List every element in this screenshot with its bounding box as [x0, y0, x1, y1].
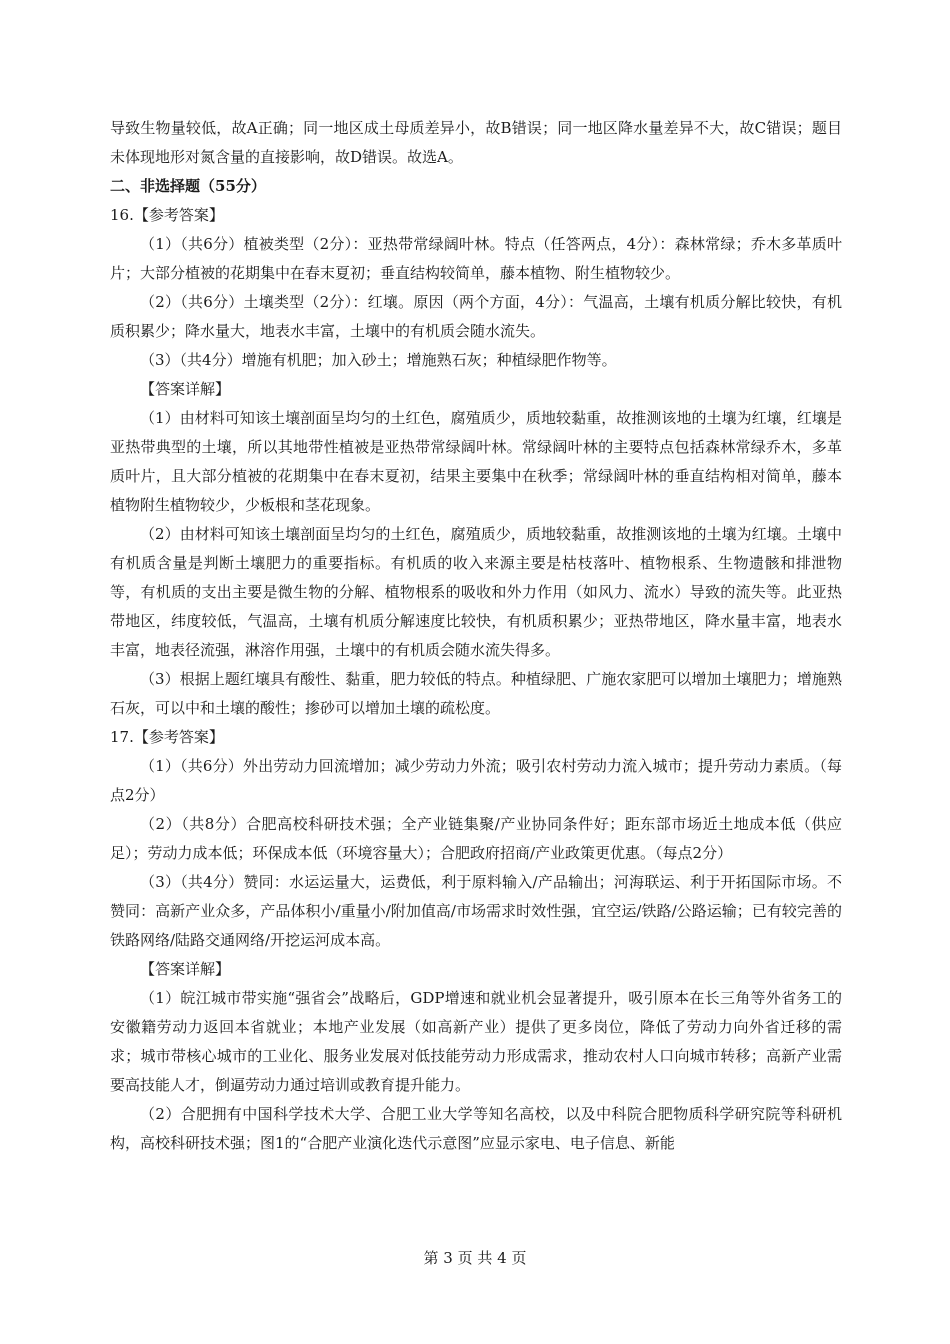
q17-detail-heading: 【答案详解】: [140, 960, 231, 978]
q16-detail-2: （2）由材料可知该土壤剖面呈均匀的土红色，腐殖质少，质地较黏重，故推测该地的土壤为红壤。土壤中有机质含量是判断土壤肥力的重要指标。有机质的收入来源主要是枯枝落叶、植物根系、生物遗骸和排泄物等，有机质的支出主要是微生物的分解、植物根系的吸收和外力作用（如风力、流水）导致的流失等。此亚热带地区，纬度较低，气温高，土壤有机质分解速度比较快，有机质积累少；亚热带地区，降水量丰富，地表水丰富，地表径流强，淋溶作用强，土壤中的有机质会随水流失得多。: [110, 525, 842, 659]
q17-answer-2: （2）（共8分）合肥高校科研技术强；全产业链集聚/产业协同条件好；距东部市场近土地成本低（供应足）；劳动力成本低；环保成本低（环境容量大）；合肥政府招商/产业政策更优惠。（每点2分）: [110, 815, 842, 862]
q17-detail-1: （1）皖江城市带实施“强省会”战略后，GDP增速和就业机会显著提升，吸引原本在长三角等外省务工的安徽籍劳动力返回本省就业；本地产业发展（如高新产业）提供了更多岗位，降低了劳动力向外省迁移的需求；城市带核心城市的工业化、服务业发展对低技能劳动力形成需求，推动农村人口向城市转移；高新产业需要高技能人才，倒逼劳动力通过培训或教育提升能力。: [110, 989, 842, 1094]
section-heading: 二、非选择题（55分）: [110, 177, 266, 195]
page-content: [110, 114, 842, 1158]
intro-paragraph: 导致生物量较低，故A正确；同一地区成土母质差异小，故B错误；同一地区降水量差异不大，故C错误；题目未体现地形对氮含量的直接影响，故D错误。故选A。: [110, 119, 842, 166]
q16-answer-1: （1）（共6分）植被类型（2分）：亚热带常绿阔叶林。特点（任答两点，4分）：森林常绿；乔木多革质叶片；大部分植被的花期集中在春末夏初；垂直结构较简单，藤本植物、附生植物较少。: [110, 235, 842, 282]
page-footer: 第 3 页 共 4 页: [423, 1249, 527, 1267]
q16-answer-heading: 16.【参考答案】: [110, 206, 224, 224]
q16-detail-heading: 【答案详解】: [140, 380, 231, 398]
q17-answer-3: （3）（共4分）赞同：水运运量大，运费低，利于原料输入/产品输出；河海联运、利于开拓国际市场。不赞同：高新产业众多，产品体积小/重量小/附加值高/市场需求时效性强，宜空运/铁路/公路运输；已有较完善的铁路网络/陆路交通网络/开挖运河成本高。: [110, 873, 842, 949]
q17-answer-heading: 17.【参考答案】: [110, 728, 224, 746]
q17-detail-2: （2）合肥拥有中国科学技术大学、合肥工业大学等知名高校，以及中科院合肥物质科学研究院等科研机构，高校科研技术强；图1的“合肥产业演化迭代示意图”应显示家电、电子信息、新能: [110, 1105, 842, 1152]
q16-detail-1: （1）由材料可知该土壤剖面呈均匀的土红色，腐殖质少，质地较黏重，故推测该地的土壤为红壤，红壤是亚热带典型的土壤，所以其地带性植被是亚热带常绿阔叶林。常绿阔叶林的主要特点包括森林常绿乔木，多革质叶片，且大部分植被的花期集中在春末夏初，结果主要集中在秋季；常绿阔叶林的垂直结构相对简单，藤本植物附生植物较少，少板根和茎花现象。: [110, 409, 842, 514]
q17-answer-1: （1）（共6分）外出劳动力回流增加；减少劳动力外流；吸引农村劳动力流入城市；提升劳动力素质。（每点2分）: [110, 757, 842, 804]
q16-answer-3: （3）（共4分）增施有机肥；加入砂土；增施熟石灰；种植绿肥作物等。: [140, 351, 617, 369]
q16-answer-2: （2）（共6分）土壤类型（2分）：红壤。原因（两个方面，4分）：气温高，土壤有机质分解比较快，有机质积累少；降水量大，地表水丰富，土壤中的有机质会随水流失。: [110, 293, 842, 340]
q16-detail-3: （3）根据上题红壤具有酸性、黏重，肥力较低的特点。种植绿肥、广施农家肥可以增加土壤肥力；增施熟石灰，可以中和土壤的酸性；掺砂可以增加土壤的疏松度。: [110, 670, 842, 717]
